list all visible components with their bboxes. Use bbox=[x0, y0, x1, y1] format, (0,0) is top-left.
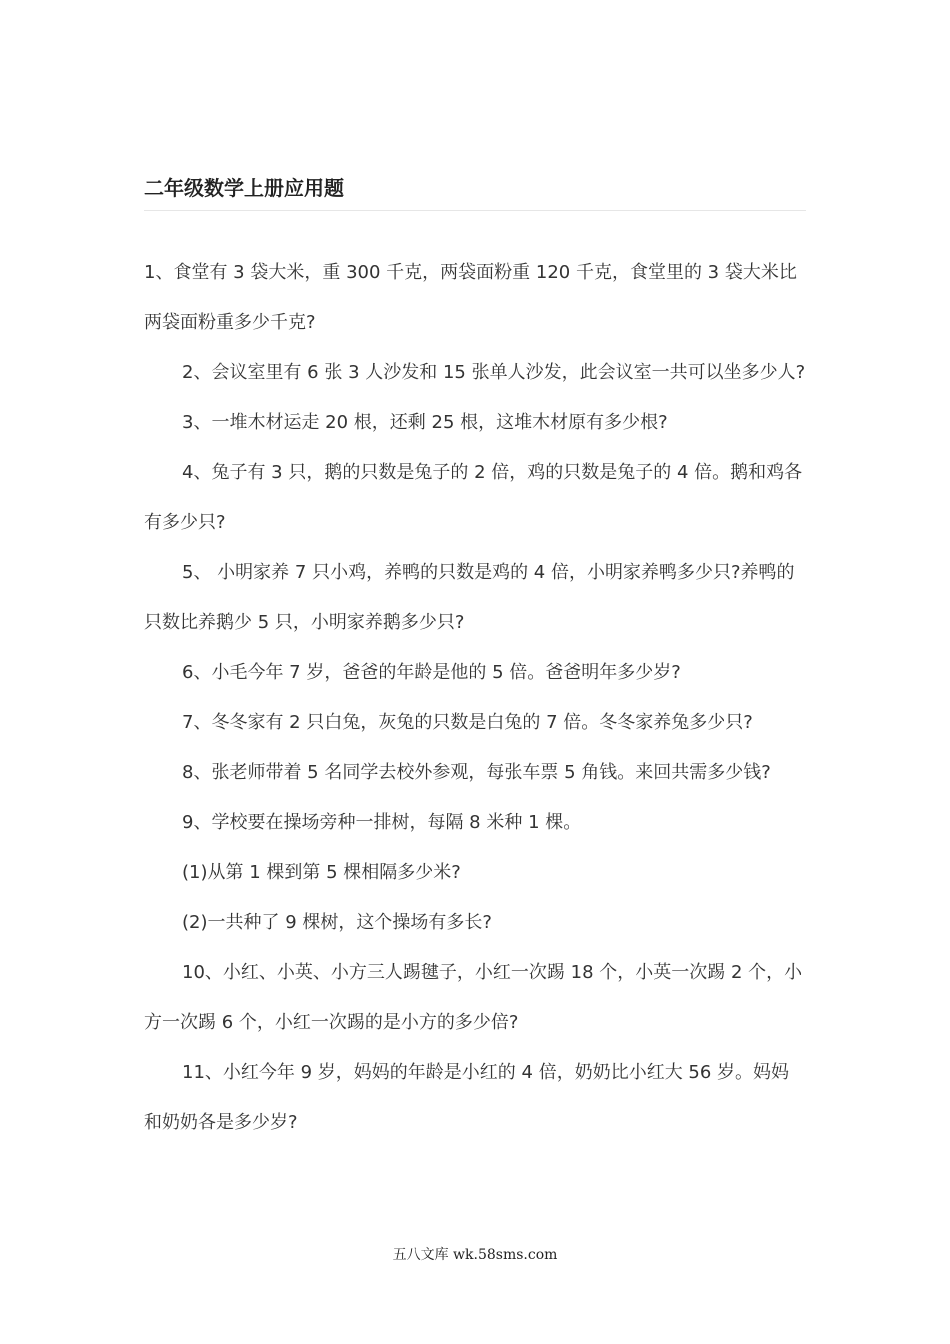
question-9-part-2: (2)一共种了 9 棵树，这个操场有多长? bbox=[182, 912, 492, 933]
question-7: 7、冬冬家有 2 只白兔，灰兔的只数是白兔的 7 倍。冬冬家养兔多少只? bbox=[182, 712, 753, 733]
question-3: 3、一堆木材运走 20 根，还剩 25 根，这堆木材原有多少根? bbox=[182, 412, 668, 433]
page-title: 二年级数学上册应用题 bbox=[144, 176, 344, 200]
title-divider bbox=[144, 210, 806, 211]
question-4: 4、兔子有 3 只，鹅的只数是兔子的 2 倍，鸡的只数是兔子的 4 倍。鹅和鸡各有多少只? bbox=[144, 462, 803, 533]
question-5: 5、 小明家养 7 只小鸡，养鸭的只数是鸡的 4 倍，小明家养鸭多少只?养鸭的只数比养鹅少 5 只，小明家养鹅多少只? bbox=[144, 562, 795, 633]
question-11: 11、小红今年 9 岁，妈妈的年龄是小红的 4 倍，奶奶比小红大 56 岁。妈妈和奶奶各是多少岁? bbox=[144, 1062, 790, 1133]
question-list bbox=[144, 248, 806, 1148]
question-2: 2、会议室里有 6 张 3 人沙发和 15 张单人沙发，此会议室一共可以坐多少人? bbox=[182, 362, 806, 383]
question-1: 1、食堂有 3 袋大米，重 300 千克，两袋面粉重 120 千克，食堂里的 3 袋大米比两袋面粉重多少千克? bbox=[144, 262, 797, 333]
question-9-part-1: (1)从第 1 棵到第 5 棵相隔多少米? bbox=[182, 862, 461, 883]
question-10: 10、小红、小英、小方三人踢毽子，小红一次踢 18 个，小英一次踢 2 个，小方一次踢 6 个，小红一次踢的是小方的多少倍? bbox=[144, 962, 803, 1033]
question-8: 8、张老师带着 5 名同学去校外参观，每张车票 5 角钱。来回共需多少钱? bbox=[182, 762, 771, 783]
question-9: 9、学校要在操场旁种一排树，每隔 8 米种 1 棵。 bbox=[182, 812, 582, 833]
question-6: 6、小毛今年 7 岁，爸爸的年龄是他的 5 倍。爸爸明年多少岁? bbox=[182, 662, 681, 683]
footer-watermark: 五八文库 wk.58sms.com bbox=[392, 1247, 558, 1263]
